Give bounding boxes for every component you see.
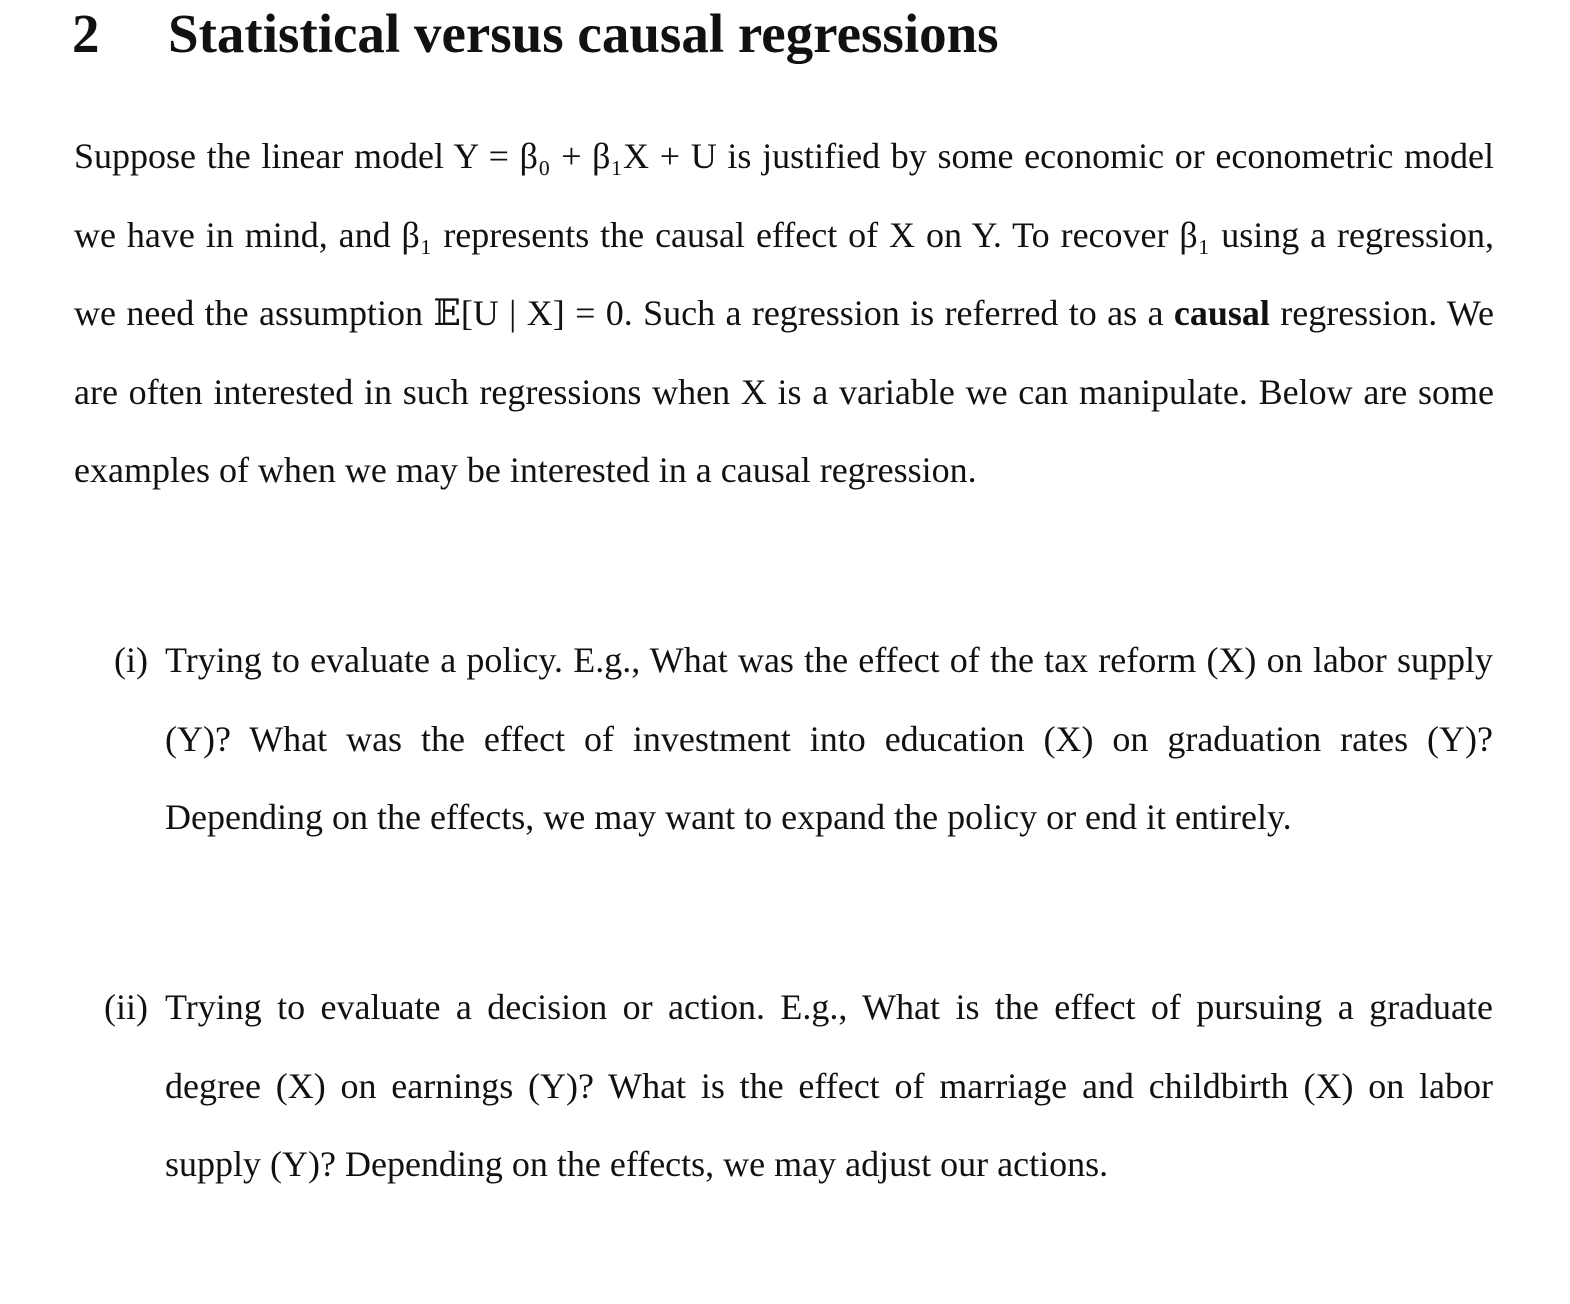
list-item-text	[165, 968, 1493, 1204]
list-item-policy	[114, 621, 1493, 857]
list-item-decision	[104, 968, 1493, 1204]
policy-example-text: Trying to evaluate a policy. E.g., What was the effect of the tax reform (X) on labor supply (Y)? What was the effect of investment into education (X) on graduation rates (Y)? Depending on the effects, we may want to expand the policy or end it entirely.	[165, 640, 1493, 837]
list-marker: (i)	[114, 640, 148, 680]
list-marker: (ii)	[104, 987, 148, 1027]
section-title: Statistical versus causal regressions	[168, 3, 999, 64]
section-heading	[72, 2, 999, 66]
intro-text-before-bold: Suppose the linear model Y = β₀ + β₁X + U is justified by some economic or econometric model we have in mind, and β₁ represents the causal effect of X on Y. To recover β₁ using a regression, we need the assumption 𝔼[U | X] = 0. Such a regression is referred to as a	[74, 136, 1494, 333]
intro-paragraph	[74, 117, 1494, 510]
decision-example-text: Trying to evaluate a decision or action. E.g., What is the effect of pursuing a graduate degree (X) on earnings (Y)? What is the effect of marriage and childbirth (X) on labor supply (Y)? Depending on the effects, we may adjust our actions.	[165, 987, 1493, 1184]
section-number: 2	[72, 3, 100, 64]
causal-term: causal	[1173, 293, 1270, 333]
intro-text-after-bold: regression. We are often interested in such regressions when X is a variable we can manipulate. Below are some examples of when we may be interested in a causal regression.	[74, 293, 1494, 490]
list-item-text	[165, 621, 1493, 857]
